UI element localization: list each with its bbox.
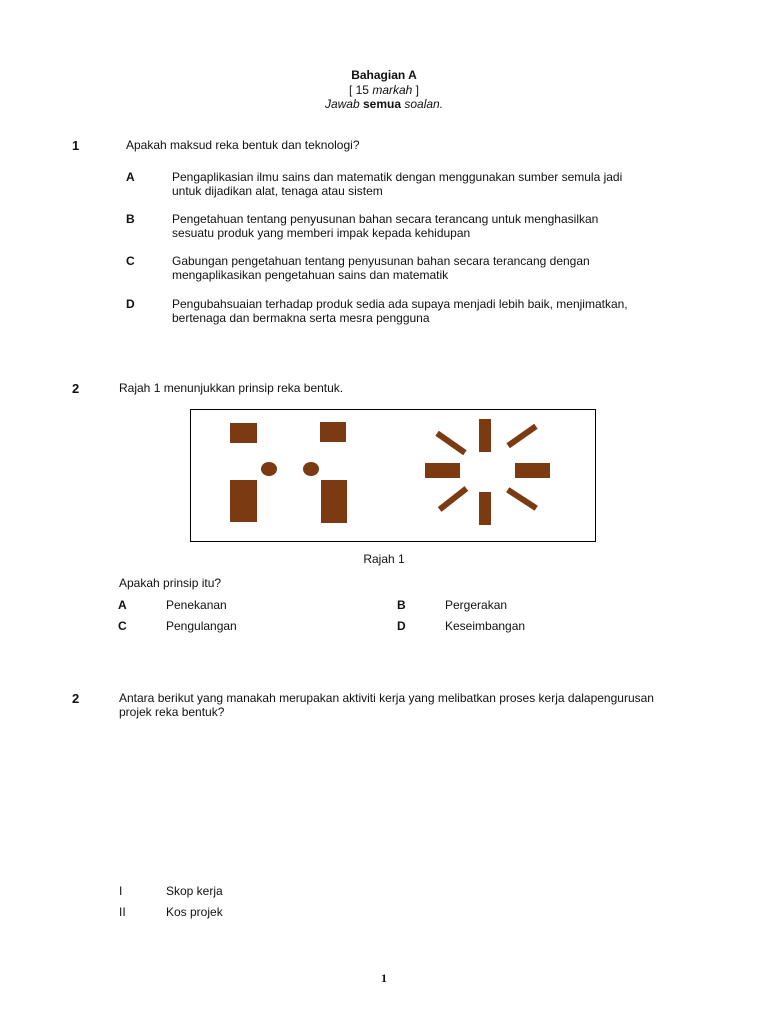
- question-1-text: Apakah maksud reka bentuk dan teknologi?: [126, 138, 360, 152]
- figure-shape: [506, 424, 537, 448]
- question-3-text: Antara berikut yang manakah merupakan aktiviti kerja yang melibatkan proses kerja dalapengurusan projek reka bentuk?: [119, 691, 654, 719]
- q3-item-ii-roman: II: [119, 905, 126, 919]
- figure-shape: [438, 486, 468, 512]
- principle-figure: [191, 410, 595, 541]
- figure-shape: [425, 463, 460, 478]
- section-title: Bahagian A: [351, 68, 417, 82]
- q1-option-d-letter: D: [126, 297, 135, 311]
- question-2-number: 2: [72, 381, 80, 396]
- q1-option-b-text: Pengetahuan tentang penyusunan bahan secara terancang untuk menghasilkan sesuatu produk yang memberi impak kepada kehidupan: [172, 212, 599, 240]
- q3-item-i-roman: I: [119, 884, 123, 898]
- q3-item-ii-text: Kos projek: [166, 905, 223, 919]
- figure-shape: [230, 480, 257, 522]
- q1-option-d-text: Pengubahsuaian terhadap produk sedia ada supaya menjadi lebih baik, menjimatkan, bertenaga dan bermakna serta mesra pengguna: [172, 297, 628, 325]
- q2-option-c-text: Pengulangan: [166, 619, 237, 633]
- question-1-number: 1: [72, 138, 80, 153]
- q2-option-d-letter: D: [397, 619, 406, 633]
- q2-option-c-letter: C: [118, 619, 127, 633]
- question-2-text: Rajah 1 menunjukkan prinsip reka bentuk.: [119, 381, 344, 395]
- q2-option-d-text: Keseimbangan: [445, 619, 526, 633]
- marks-line: [ 15 markah ]: [348, 83, 420, 97]
- q2-option-b-text: Pergerakan: [445, 598, 508, 612]
- figure-shape: [506, 487, 538, 511]
- question-3-number: 2: [72, 691, 80, 706]
- q2-option-b-letter: B: [397, 598, 406, 612]
- q1-option-b-letter: B: [126, 212, 135, 226]
- figure-shape: [303, 462, 319, 476]
- q1-option-c-letter: C: [126, 254, 135, 268]
- figure-shape: [261, 462, 277, 476]
- q1-option-a-text: Pengaplikasian ilmu sains dan matematik dengan menggunakan sumber semula jadi untuk dijadikan alat, tenaga atau sistem: [172, 170, 623, 198]
- figure-shape: [479, 419, 491, 452]
- question-2-prompt: Apakah prinsip itu?: [119, 576, 222, 590]
- figure-shape: [479, 492, 491, 525]
- figure-shape: [230, 423, 257, 443]
- figure-caption: Rajah 1: [363, 552, 405, 566]
- q1-option-c-text: Gabungan pengetahuan tentang penyusunan bahan secara terancang dengan mengaplikasikan pengetahuan sains dan matematik: [172, 254, 590, 282]
- page-number: 1: [381, 971, 387, 985]
- figure-shape: [515, 463, 550, 478]
- q3-item-i-text: Skop kerja: [166, 884, 223, 898]
- q2-option-a-letter: A: [118, 598, 127, 612]
- figure-shape: [435, 431, 466, 455]
- figure-shape: [321, 480, 347, 523]
- q2-option-a-text: Penekanan: [166, 598, 227, 612]
- figure-rajah-1: [190, 409, 596, 542]
- instruction-line: Jawab semua soalan.: [324, 97, 444, 111]
- figure-shape: [320, 422, 346, 442]
- q1-option-a-letter: A: [126, 170, 135, 184]
